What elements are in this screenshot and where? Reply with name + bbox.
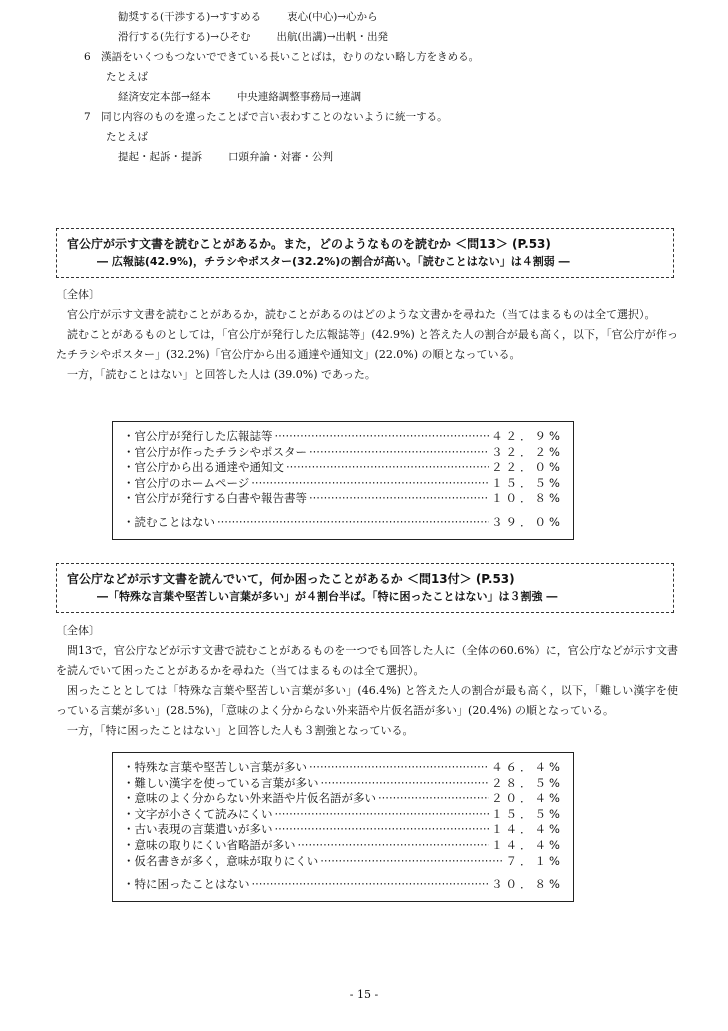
- result-row: [123, 776, 563, 792]
- result-label: ・意味のよく分からない外来語や片仮名語が多い: [123, 791, 376, 806]
- section1-heading: 〔全体〕: [56, 288, 100, 301]
- result-label: ・官公庁から出る通達や通知文: [123, 460, 284, 475]
- result-value: ４６．４%: [491, 760, 563, 774]
- example-text: 衷心(中心)→心から: [287, 11, 378, 23]
- leader-dots: [275, 807, 490, 823]
- result-label: ・特殊な言葉や堅苦しい言葉が多い: [123, 760, 307, 774]
- section2-subtitle: ―「特殊な言葉や堅苦しい言葉が多い」が４割台半ば。「特に困ったことはない」は３割強 ―: [97, 590, 558, 603]
- section1-subtitle: ― 広報誌(42.9%)，チラシやポスター(32.2%)の割合が高い。「読むことはない」は４割弱 ―: [97, 255, 570, 268]
- example-text: 滑行する(先行する)→ひそむ: [118, 31, 251, 43]
- result-value: ４２．９%: [491, 429, 563, 443]
- result-value: １５．５%: [491, 806, 563, 821]
- result-value: ３９．０%: [491, 514, 563, 529]
- result-value: １０．８%: [491, 491, 563, 506]
- section2-body: [56, 621, 678, 741]
- leader-dots: [298, 838, 490, 854]
- result-value: ２８．５%: [491, 775, 563, 790]
- section2-title: 官公庁などが示す文書を読んでいて，何か困ったことがあるか ＜問13付＞ (P.53): [67, 572, 515, 586]
- example-intro: たとえば: [106, 71, 148, 83]
- result-row: [123, 854, 563, 870]
- result-label: ・官公庁が作ったチラシやポスター: [123, 444, 307, 459]
- leader-dots: [320, 854, 503, 870]
- example-line-2: [118, 28, 388, 46]
- section2-paragraph-2: 困ったこととしては「特殊な言葉や堅苦しい言葉が多い」(46.4%) と答えた人の割合が最も高く，以下，「難しい漢字を使っている言葉が多い」(28.5%)，「意味のよく分からない外来語や片仮名語が多い」(20.4%) の順となっている。: [56, 684, 678, 717]
- example-text: 出航(出講)→出帆・出発: [276, 31, 388, 43]
- section1-paragraph-1: 官公庁が示す文書を読むことがあるか，読むことがあるのはどのような文書かを尋ねた（当てはまるものは全て選択）。: [67, 308, 656, 321]
- result-label: ・仮名書きが多く，意味が取りにくい: [123, 853, 319, 868]
- leader-dots: [252, 877, 490, 893]
- result-row-none: [123, 877, 563, 893]
- result-label: ・文字が小さくて読みにくい: [123, 806, 273, 821]
- leader-dots: [217, 515, 489, 531]
- section1-paragraph-2: 読むことがあるものとしては，「官公庁が発行した広報誌等」(42.9%) と答えた人の割合が最も高く，以下，「官公庁が作ったチラシやポスター」(32.2%)「官公庁から出る通達や通知文」(22.0%) の順となっている。: [56, 328, 678, 361]
- result-row: [123, 460, 563, 476]
- example-text: 経済安定本部→経本: [118, 91, 211, 103]
- example-text: 提起・起訴・提訴: [118, 151, 202, 163]
- result-value: １４．４%: [491, 837, 563, 852]
- leader-dots: [275, 429, 490, 445]
- section1-title: 官公庁が示す文書を読むことがあるか。また，どのようなものを読むか ＜問13＞ (P.53): [67, 237, 551, 251]
- example-line-3: [118, 88, 361, 106]
- leader-dots: [309, 445, 489, 461]
- leader-dots: [309, 491, 489, 507]
- result-value: ２０．４%: [491, 791, 563, 806]
- result-row: [123, 822, 563, 838]
- page-number: - 15 -: [349, 988, 379, 1001]
- section2-heading: 〔全体〕: [56, 624, 100, 637]
- result-row: [123, 476, 563, 492]
- leader-dots: [309, 760, 489, 776]
- section1-results-box: [112, 421, 574, 540]
- result-row: [123, 807, 563, 823]
- result-value: １５．５%: [491, 475, 563, 490]
- leader-dots: [378, 791, 489, 807]
- result-label: ・特に困ったことはない: [123, 877, 250, 892]
- leader-dots: [321, 776, 490, 792]
- example-text: 中央連絡調整事務局→連調: [236, 91, 362, 103]
- result-label: ・官公庁が発行した広報誌等: [123, 429, 273, 443]
- section2-results-box: [112, 752, 574, 902]
- result-row: [123, 429, 563, 445]
- result-row: [123, 445, 563, 461]
- result-row: [123, 838, 563, 854]
- result-value: ３２．２%: [491, 444, 563, 459]
- section2-paragraph-1: 問13で，官公庁などが示す文書で読むことがあるものを一つでも回答した人に（全体の60.6%）に，官公庁などが示す文書を読んでいて困ったことがあるかを尋ねた（当てはまるものは全て選択）。: [56, 644, 678, 677]
- section1-header-box: [56, 228, 674, 278]
- result-label: ・古い表現の言葉遣いが多い: [123, 822, 273, 837]
- example-intro: たとえば: [106, 131, 148, 143]
- result-label: ・官公庁のホームページ: [123, 475, 250, 490]
- result-row-none: [123, 515, 563, 531]
- section2-paragraph-3: 一方，「特に困ったことはない」と回答した人も３割強となっている。: [67, 724, 414, 737]
- result-value: ７．１%: [505, 853, 563, 868]
- result-label: ・読むことはない: [123, 514, 215, 529]
- rule-6: 6 漢語をいくつもつないでできている長いことばは，むりのない略し方をきめる。: [84, 51, 480, 63]
- section1-body: [56, 285, 678, 385]
- result-row: [123, 760, 563, 776]
- result-row: [123, 791, 563, 807]
- section1-paragraph-3: 一方，「読むことはない」と回答した人は (39.0%) であった。: [67, 368, 376, 381]
- result-label: ・意味の取りにくい省略語が多い: [123, 837, 296, 852]
- leader-dots: [275, 822, 490, 838]
- section2-header-box: [56, 563, 674, 613]
- example-text: 口頭弁論・対審・公判: [228, 151, 333, 163]
- rule-7: 7 同じ内容のものを違ったことばで言い表わすことのないように統一する。: [84, 111, 448, 123]
- result-row: [123, 491, 563, 507]
- result-value: ３０．８%: [491, 877, 563, 892]
- leader-dots: [251, 476, 489, 492]
- example-text: 勧奨する(干渉する)→すすめる: [118, 11, 262, 23]
- leader-dots: [286, 460, 489, 476]
- result-value: ２２．０%: [491, 460, 563, 475]
- result-value: １４．４%: [491, 822, 563, 837]
- example-line-1: [118, 8, 378, 26]
- result-label: ・官公庁が発行する白書や報告書等: [123, 491, 307, 506]
- example-line-4: [118, 148, 333, 166]
- result-label: ・難しい漢字を使っている言葉が多い: [123, 775, 319, 790]
